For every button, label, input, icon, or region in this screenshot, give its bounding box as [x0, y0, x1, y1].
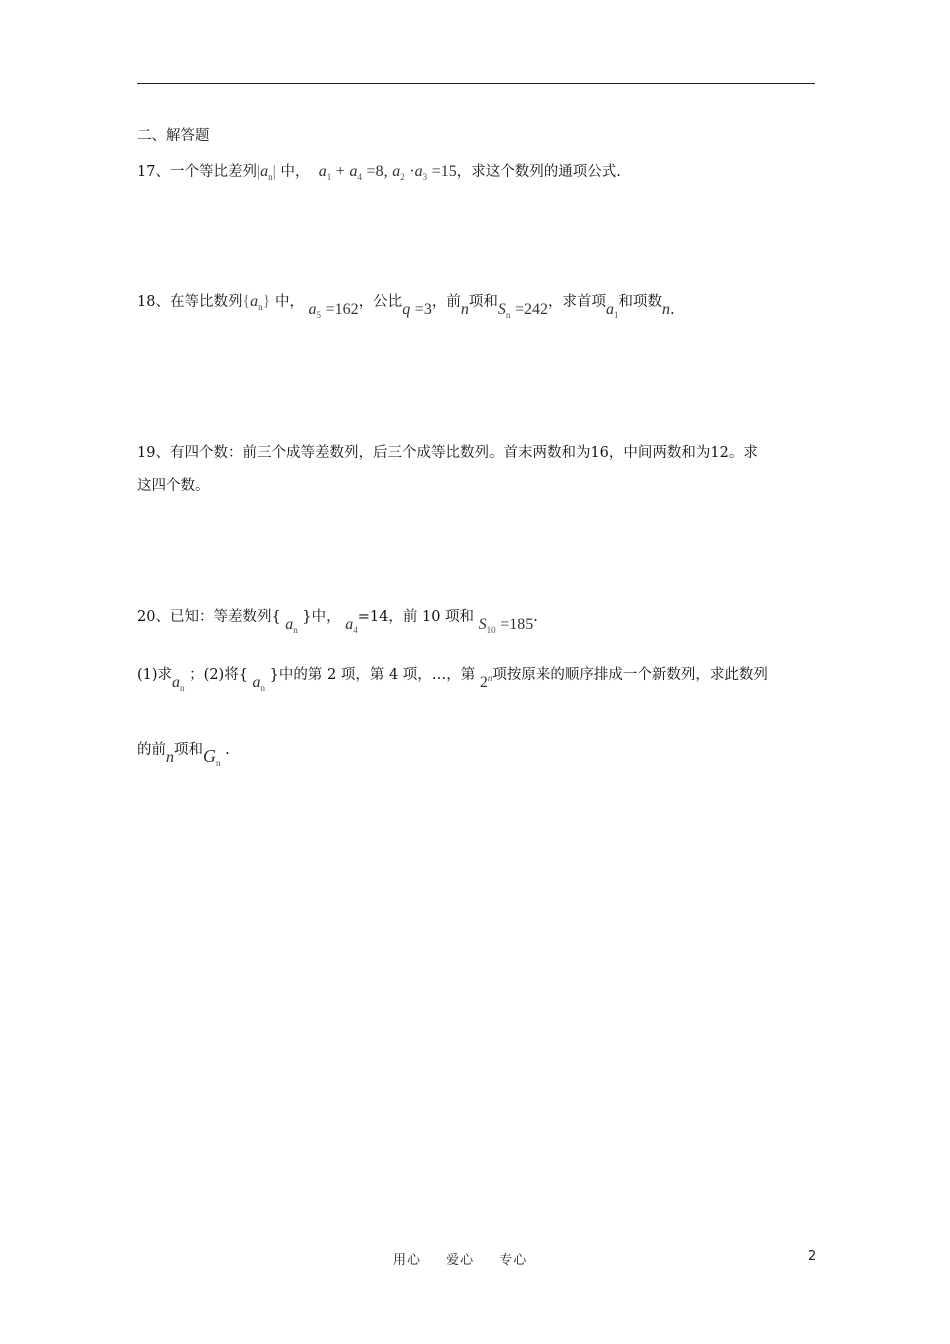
q18-a5-sub: 5	[316, 310, 322, 320]
q20-an2: a	[252, 674, 261, 691]
q18-n2: n	[661, 301, 670, 318]
q18-text-6: ，求首项	[547, 294, 606, 310]
question-20-line-3	[137, 738, 230, 768]
q20-G-sub: n	[216, 758, 221, 768]
q18-text-7: 和项数	[618, 294, 662, 310]
q17-f1-a: a	[318, 163, 327, 180]
q20-text-4: .	[533, 609, 538, 625]
q17-f2-s2: 3	[422, 172, 428, 182]
q20-rbrace: }	[302, 609, 312, 625]
q18-text-4: ，前	[431, 294, 461, 310]
q20-part-2: ；(2)将	[189, 667, 239, 683]
q20-a4-sub: 4	[353, 625, 358, 635]
q18-a1-sub: 1	[613, 310, 619, 320]
q20-an-sub: n	[180, 683, 185, 693]
q17-text-3: ，求这个数列的通项公式.	[456, 164, 621, 180]
q18-seq-sub: n	[258, 302, 263, 312]
q17-f1-s1: 1	[326, 172, 332, 182]
q20-n: n	[166, 749, 174, 766]
page-number: 2	[808, 1249, 817, 1264]
q20-a4: a	[345, 616, 354, 633]
q18-text-1: 在等比数列	[169, 294, 243, 310]
q20-two-sup: n	[487, 673, 493, 683]
q18-S: S	[497, 301, 506, 318]
q17-text-2: 中，	[280, 164, 310, 180]
q20-text-2: 中，	[311, 609, 341, 625]
q17-f2-b: a	[414, 163, 423, 180]
question-18: 18、在等比数列$\{a_n\}$ 中， $a_5 =162$，公比q =3，前n项和$S_n =242$，求首项$a_1$和项数n.	[137, 293, 675, 320]
q18-text-8: .	[669, 302, 675, 318]
q18-a1: a	[605, 301, 614, 318]
q17-f1-b: a	[349, 163, 358, 180]
footer-motto: 用心 爱心 专心	[393, 1253, 528, 1268]
q20-part-1: (1)求	[137, 667, 173, 683]
question-19-line-1: 19、有四个数：前三个成等差数列，后三个成等比数列。首末两数和为16，中间两数和为12。求	[137, 445, 758, 461]
q18-a5-eq: =162	[325, 301, 359, 318]
q20-S-eq: =185	[500, 616, 534, 633]
q17-seq-var: a	[260, 163, 269, 180]
q18-text-3: ，公比	[358, 294, 403, 310]
q20-line3-c: .	[225, 742, 230, 758]
q17-f2-dot: ·	[409, 163, 415, 180]
q20-number: 20、	[137, 609, 170, 625]
q18-S-eq: =242	[514, 301, 548, 318]
q20-rbrace-2: }	[269, 667, 279, 683]
q17-f1-s2: 4	[357, 172, 362, 182]
q18-number: 18、	[137, 294, 170, 310]
q20-seq-var: a	[285, 616, 294, 633]
q18-n: n	[460, 301, 469, 318]
question-20-line-2	[137, 660, 768, 693]
q20-S-sub: 10	[486, 625, 496, 635]
q17-text-1: 一个等比差列	[169, 164, 257, 180]
q20-text-3: 前 10 项和	[402, 609, 475, 625]
q20-lbrace-2: {	[238, 667, 248, 683]
q20-S: S	[478, 616, 487, 633]
q20-text-1: 已知：等差数列	[169, 609, 272, 625]
q20-a4-eq: =14，	[357, 609, 403, 625]
q20-lbrace: {	[271, 609, 281, 625]
question-19-line-2: 这四个数。	[137, 478, 210, 494]
q20-seq-sub: n	[293, 625, 298, 635]
header-rule	[137, 83, 815, 84]
q18-text-5: 项和	[468, 294, 498, 310]
question-20-line-1	[137, 607, 538, 635]
q18-q-eq: =3	[414, 301, 432, 318]
q17-f2-eq: =15	[431, 163, 457, 180]
q20-line3-b: 项和	[174, 742, 203, 758]
q18-seq-var: a	[250, 293, 259, 310]
q20-line3-a: 的前	[137, 742, 166, 758]
q18-q: q	[402, 301, 411, 318]
q18-text-2: 中，	[274, 294, 304, 310]
q17-number: 17、	[137, 164, 170, 180]
q17-f2-s1: 2	[400, 172, 405, 182]
q17-f1-eq: =8,	[366, 163, 388, 180]
q17-f1-plus: +	[335, 163, 345, 180]
q18-S-sub: n	[505, 310, 511, 320]
question-17: 17、一个等比差列$|a_n|$ 中， $a_1 + a_4 =8$, $a_2 \cdot a_3 =15$，求这个数列的通项公式.	[137, 163, 621, 182]
q17-seq-sub: n	[268, 172, 273, 182]
q20-an: a	[172, 674, 181, 691]
q17-f2-a: a	[392, 163, 401, 180]
section-title: 二、解答题	[137, 128, 210, 144]
q20-part-3: 中的第 2 项，第 4 项，…，第	[278, 667, 476, 683]
q20-an2-sub: n	[260, 683, 266, 693]
q20-part-4: 项按原来的顺序排成一个新数列，求此数列	[492, 667, 768, 683]
q20-two: 2	[479, 674, 488, 691]
q20-G: G	[203, 746, 216, 766]
q18-a5: a	[308, 301, 317, 318]
